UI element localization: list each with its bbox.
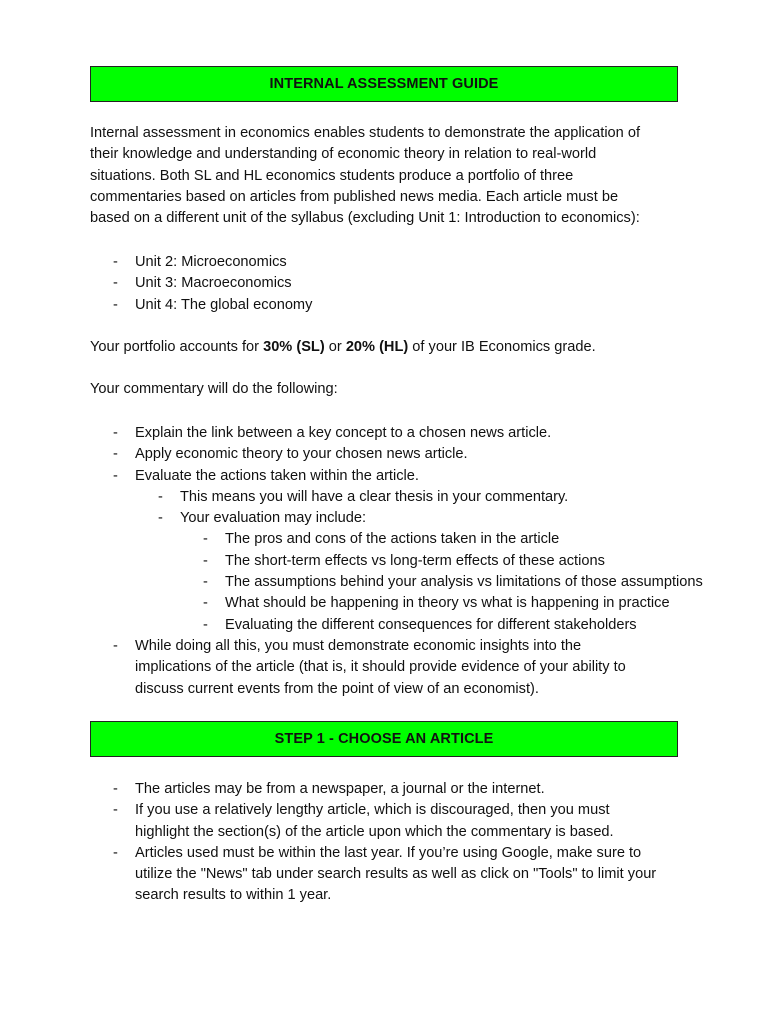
portfolio-prefix: Your portfolio accounts for bbox=[90, 339, 264, 355]
list-item: - The articles may be from a newspaper, a journal or the internet. bbox=[90, 779, 690, 800]
intro-line: based on a different unit of the syllabus (excluding Unit 1: Introduction to economics): bbox=[90, 210, 640, 227]
list-item-text: Evaluate the actions taken within the article. bbox=[135, 467, 419, 484]
commentary-intro: Your commentary will do the following: bbox=[90, 381, 338, 397]
list-item: - The assumptions behind your analysis vs limitations of those assumptions bbox=[180, 572, 740, 593]
list-item-line: highlight the section(s) of the article upon which the commentary is based. bbox=[135, 823, 614, 840]
section-banner-internal-assessment-guide bbox=[90, 66, 678, 102]
portfolio-middle: or bbox=[324, 339, 346, 355]
portfolio-hl-weight: 20% (HL) bbox=[345, 339, 409, 355]
list-item-line: discuss current events from the point of view of an economist). bbox=[135, 680, 539, 697]
list-item: - The short-term effects vs long-term effects of these actions bbox=[180, 551, 740, 572]
list-item-line: - Articles used must be within the last year. If you’re using Google, make sure to bbox=[135, 844, 642, 861]
evaluation-sublist bbox=[135, 487, 740, 636]
list-item: - Evaluating the different consequences for different stakeholders bbox=[180, 615, 740, 636]
list-item-line: implications of the article (that is, it should provide evidence of your ability to bbox=[135, 659, 626, 676]
intro-line: commentaries based on articles from published news media. Each article must be bbox=[90, 188, 619, 205]
list-item: - Apply economic theory to your chosen news article. bbox=[90, 444, 740, 465]
banner-title: STEP 1 - CHOOSE AN ARTICLE bbox=[274, 731, 494, 747]
step1-list bbox=[90, 779, 690, 907]
section-banner-step-1 bbox=[90, 721, 678, 757]
list-item bbox=[90, 800, 690, 843]
intro-paragraph bbox=[90, 123, 690, 229]
portfolio-suffix: of your IB Economics grade. bbox=[408, 339, 596, 355]
list-item: - Unit 2: Microeconomics bbox=[90, 252, 690, 273]
commentary-actions-list bbox=[90, 423, 740, 700]
banner-title: INTERNAL ASSESSMENT GUIDE bbox=[269, 76, 499, 92]
list-item bbox=[135, 508, 740, 636]
evaluation-criteria-list bbox=[180, 529, 740, 635]
list-item bbox=[90, 466, 740, 636]
intro-line: Internal assessment in economics enables students to demonstrate the application of bbox=[90, 125, 641, 141]
list-item: - The pros and cons of the actions taken in the article bbox=[180, 529, 740, 550]
list-item-line: utilize the "News" tab under search results as well as click on "Tools" to limit your bbox=[135, 866, 657, 883]
list-item-line: - While doing all this, you must demonstrate economic insights into the bbox=[135, 637, 582, 654]
intro-line: situations. Both SL and HL economics students produce a portfolio of three bbox=[90, 167, 574, 184]
list-item: - This means you will have a clear thesis in your commentary. bbox=[135, 487, 740, 508]
units-list bbox=[90, 252, 690, 316]
portfolio-weight-paragraph bbox=[90, 337, 690, 358]
list-item bbox=[90, 636, 740, 700]
list-item bbox=[90, 843, 690, 907]
portfolio-sl-weight: 30% (SL) bbox=[263, 339, 325, 355]
list-item-line: - If you use a relatively lengthy article, which is discouraged, then you must bbox=[135, 802, 610, 819]
list-item: - What should be happening in theory vs what is happening in practice bbox=[180, 593, 740, 614]
list-item: - Unit 4: The global economy bbox=[90, 295, 690, 316]
intro-line: their knowledge and understanding of economic theory in relation to real-world bbox=[90, 146, 597, 163]
list-item-line: search results to within 1 year. bbox=[135, 887, 332, 904]
list-item: - Explain the link between a key concept to a chosen news article. bbox=[90, 423, 740, 444]
list-item: - Unit 3: Macroeconomics bbox=[90, 273, 690, 294]
list-item-text: Your evaluation may include: bbox=[180, 510, 367, 527]
